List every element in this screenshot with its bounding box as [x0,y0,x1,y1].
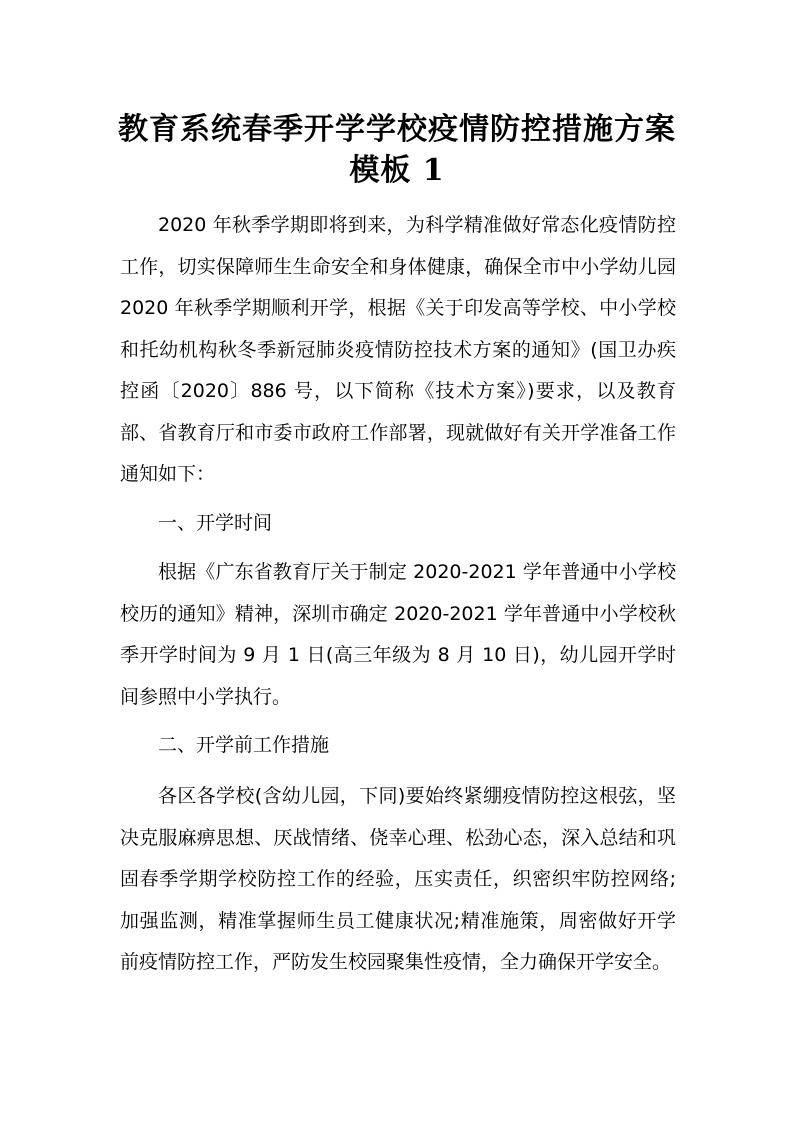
document-title: 教育系统春季开学学校疫情防控措施方案 [118,112,676,147]
section-body-opening-time: 根据《广东省教育厅关于制定 2020-2021 学年普通中小学校校历的通知》精神，深圳市确定 2020-2021 学年普通中小学校秋季开学时间为 9 月 1 日(高三年级为 8 月 10 日)，幼儿园开学时间参照中小学执行。 [120,561,676,708]
section-body-pre-opening-measures: 各区各学校(含幼儿园，下同)要始终紧绷疫情防控这根弦，坚决克服麻痹思想、厌战情绪、侥幸心理、松劲心态，深入总结和巩固春季学期学校防控工作的经验，压实责任，织密织牢防控网络;加强监测，精准掌握师生员工健康状况;精准施策，周密做好开学前疫情防控工作，严防发生校园聚集性疫情，全力确保开学安全。 [120,785,676,973]
section-heading-pre-opening-measures: 二、开学前工作措施 [158,734,330,756]
section-heading-opening-time: 一、开学时间 [158,512,273,534]
intro-paragraph: 2020 年秋季学期即将到来，为科学精准做好常态化疫情防控工作，切实保障师生生命安全和身体健康，确保全市中小学幼儿园 2020 年秋季学期顺利开学，根据《关于印发高等学校、中小学校和托幼机构秋冬季新冠肺炎疫情防控技术方案的通知》(国卫办疾控函〔2020〕886 号，以下简称《技术方案》)要求，以及教育部、省教育厅和市委市政府工作部署，现就做好有关开学准备工作通知如下： [120,214,676,485]
document-title-subtitle: 模板 1 [349,153,445,188]
